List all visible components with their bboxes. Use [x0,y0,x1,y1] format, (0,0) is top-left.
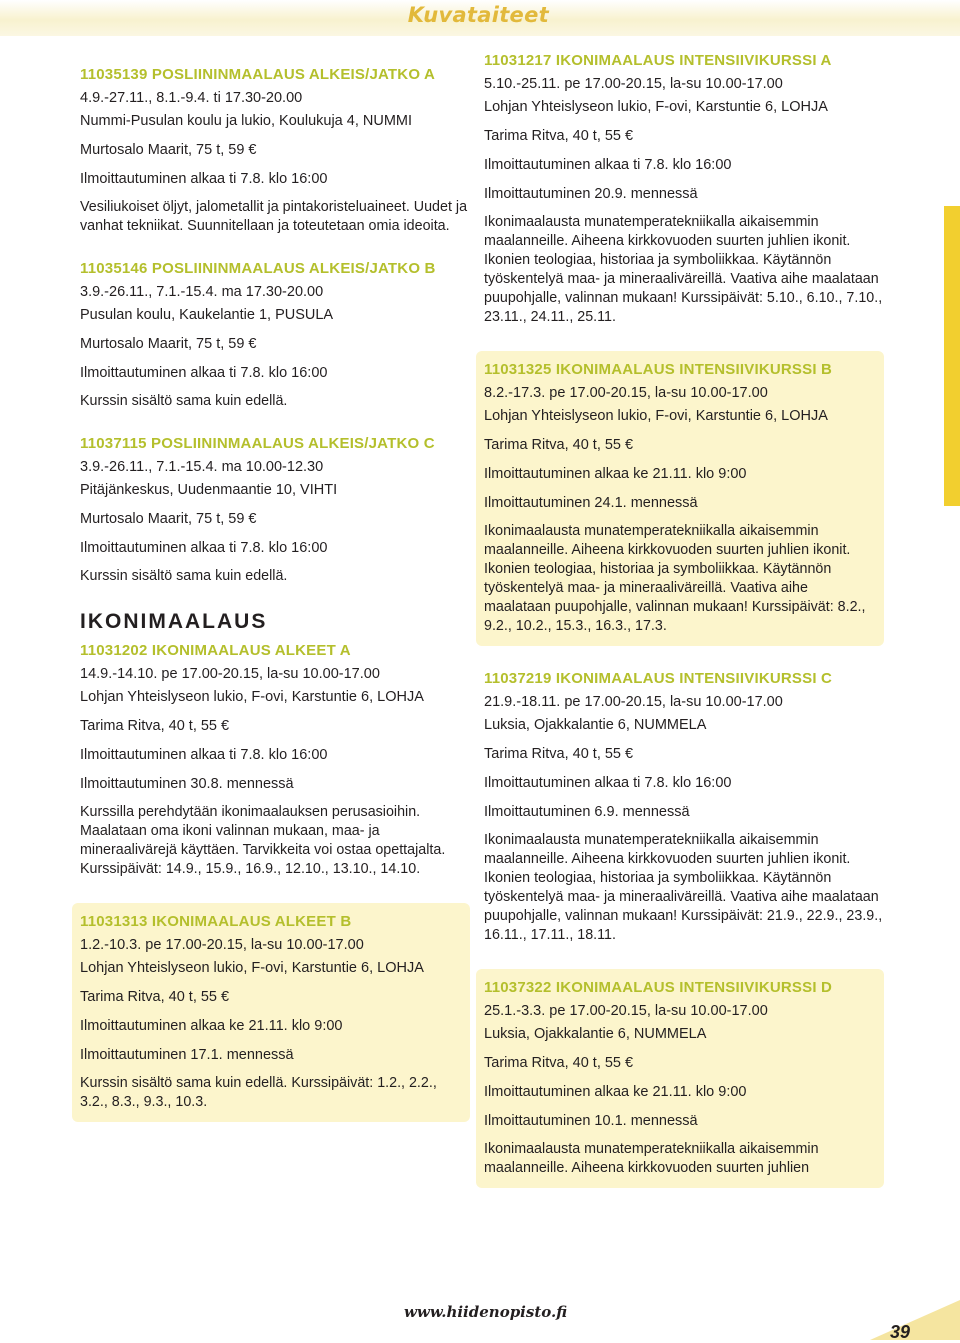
course-detail-line: Ilmoittautuminen alkaa ti 7.8. klo 16:00 [80,747,328,763]
course-block [484,670,884,945]
course-block [476,969,884,1188]
right-course-list [484,52,884,1188]
header-bar [0,0,960,36]
section-heading: IKONIMAALAUS [80,610,268,633]
course-detail-line: 8.2.-17.3. pe 17.00-20.15, la-su 10.00-17.00 [484,385,768,401]
course-detail-line: Murtosalo Maarit, 75 t, 59 € [80,336,257,352]
course-block [80,642,470,879]
course-detail-line: Ilmoittautuminen alkaa ke 21.11. klo 9:00 [80,1018,343,1034]
course-detail-line: Luksia, Ojakkalantie 6, NUMMELA [484,1026,707,1042]
page-number: 39 [890,1322,911,1342]
course-title: 11037115 POSLIININMAALAUS ALKEIS/JATKO C [80,435,435,452]
course-description: Ikonimaalausta munatemperatekniikalla aikaisemmin maalanneille. Aiheena kirkkovuoden suurten juhlien [484,1141,819,1176]
course-detail-line: Ilmoittautuminen alkaa ti 7.8. klo 16:00 [80,540,328,556]
course-detail-line: Ilmoittautuminen 17.1. mennessä [80,1047,294,1063]
course-detail-line: Ilmoittautuminen alkaa ti 7.8. klo 16:00 [484,157,732,173]
course-detail-line: Ilmoittautuminen 20.9. mennessä [484,186,698,202]
course-title: 11031313 IKONIMAALAUS ALKEET B [80,913,352,930]
course-title: 11037322 IKONIMAALAUS INTENSIIVIKURSSI D [484,979,833,996]
course-detail-line: Tarima Ritva, 40 t, 55 € [484,1055,634,1071]
section-label: Kuvataiteet [407,3,549,27]
course-detail-line: 25.1.-3.3. pe 17.00-20.15, la-su 10.00-17.00 [484,1003,768,1019]
course-detail-line: 21.9.-18.11. pe 17.00-20.15, la-su 10.00-17.00 [484,694,783,710]
course-detail-line: Nummi-Pusulan koulu ja lukio, Koulukuja 4, NUMMI [80,113,413,129]
course-detail-line: Ilmoittautuminen alkaa ke 21.11. klo 9:00 [484,1084,747,1100]
course-detail-line: Pitäjänkeskus, Uudenmaantie 10, VIHTI [80,482,338,498]
course-detail-line: Lohjan Yhteislyseon lukio, F-ovi, Karstuntie 6, LOHJA [80,960,424,976]
course-detail-line: 3.9.-26.11., 7.1.-15.4. ma 10.00-12.30 [80,459,324,475]
course-detail-line: Ilmoittautuminen alkaa ke 21.11. klo 9:00 [484,466,747,482]
course-title: 11031325 IKONIMAALAUS INTENSIIVIKURSSI B [484,361,833,378]
left-course-list [80,66,470,586]
left-column [80,66,470,1146]
course-description: Ikonimaalausta munatemperatekniikalla aikaisemmin maalanneille. Aiheena kirkkovuoden suurten juhlien ikonit. Ikonien teologiaa, historiaa ja symboliikkaa. Käytännön työskentelyä maa- ja mineraaliväreillä. Vaativa aihe maalataan puupohjalle, valinnan mukaan! Kurssipäivät: 8.2., 9.2., 10.2., 15.3., 16.3., 17.3. [484,523,866,634]
course-title: 11031202 IKONIMAALAUS ALKEET A [80,642,351,659]
course-block [80,435,470,586]
course-description: Kurssilla perehdytään ikonimaalauksen perusasioihin. Maalataan oma ikoni valinnan mukaan, maa- ja mineraalivärejä käyttäen. Tarvikkeita voi ostaa opettajalta. Kurssipäivät: 14.9., 15.9., 16.9., 12.10., 13.10., 14.10. [80,804,446,877]
course-detail-line: Luksia, Ojakkalantie 6, NUMMELA [484,717,707,733]
course-block [476,351,884,646]
accent-bar [944,206,960,506]
course-detail-line: Murtosalo Maarit, 75 t, 59 € [80,142,257,158]
footer-url[interactable]: www.hiidenopisto.fi [404,1303,568,1321]
course-description: Kurssin sisältö sama kuin edellä. Kurssipäivät: 1.2., 2.2., 3.2., 8.3., 9.3., 10.3. [80,1075,437,1110]
course-title: 11031217 IKONIMAALAUS INTENSIIVIKURSSI A [484,52,832,69]
corner-decoration [870,1300,960,1340]
course-detail-line: Ilmoittautuminen 10.1. mennessä [484,1113,698,1129]
course-detail-line: 1.2.-10.3. pe 17.00-20.15, la-su 10.00-17.00 [80,937,364,953]
course-detail-line: 3.9.-26.11., 7.1.-15.4. ma 17.30-20.00 [80,284,324,300]
course-description: Kurssin sisältö sama kuin edellä. [80,568,288,584]
course-description: Ikonimaalausta munatemperatekniikalla aikaisemmin maalanneille. Aiheena kirkkovuoden suurten juhlien ikonit. Ikonien teologiaa, historiaa ja symboliikkaa. Käytännön työskentelyä maa- ja mineraaliväreillä. Vaativa aihe maalataan puupohjalle, valinnan mukaan! Kurssipäivät: 21.9., 22.9., 23.9., 16.11., 17.11., 18.11. [484,832,883,943]
course-detail-line: Ilmoittautuminen alkaa ti 7.8. klo 16:00 [484,775,732,791]
course-detail-line: 5.10.-25.11. pe 17.00-20.15, la-su 10.00-17.00 [484,76,783,92]
course-title: 11035139 POSLIININMAALAUS ALKEIS/JATKO A [80,66,436,83]
course-block [72,903,470,1122]
course-block [80,66,470,236]
course-block [484,52,884,327]
course-detail-line: Pusulan koulu, Kaukelantie 1, PUSULA [80,307,334,323]
course-detail-line: Ilmoittautuminen 30.8. mennessä [80,776,294,792]
course-detail-line: Ilmoittautuminen 6.9. mennessä [484,804,690,820]
course-detail-line: Tarima Ritva, 40 t, 55 € [484,437,634,453]
course-block [80,260,470,411]
course-detail-line: 14.9.-14.10. pe 17.00-20.15, la-su 10.00-17.00 [80,666,380,682]
left-course-list-2 [80,642,470,1122]
course-detail-line: Ilmoittautuminen alkaa ti 7.8. klo 16:00 [80,365,328,381]
course-title: 11037219 IKONIMAALAUS INTENSIIVIKURSSI C [484,670,833,687]
course-detail-line: Ilmoittautuminen 24.1. mennessä [484,495,698,511]
course-detail-line: 4.9.-27.11., 8.1.-9.4. ti 17.30-20.00 [80,90,303,106]
course-detail-line: Murtosalo Maarit, 75 t, 59 € [80,511,257,527]
course-detail-line: Lohjan Yhteislyseon lukio, F-ovi, Karstuntie 6, LOHJA [484,99,828,115]
course-description: Vesiliukoiset öljyt, jalometallit ja pintakoristeluaineet. Uudet ja vanhat tekniikat. Suunnitellaan ja toteutetaan omia ideoita. [80,199,468,234]
course-description: Ikonimaalausta munatemperatekniikalla aikaisemmin maalanneille. Aiheena kirkkovuoden suurten juhlien ikonit. Ikonien teologiaa, historiaa ja symboliikkaa. Käytännön työskentelyä maa- ja mineraaliväreillä. Vaativa aihe maalataan puupohjalle, valinnan mukaan! Kurssipäivät: 5.10., 6.10., 7.10., 23.11., 24.11., 25.11. [484,214,883,325]
course-detail-line: Lohjan Yhteislyseon lukio, F-ovi, Karstuntie 6, LOHJA [80,689,424,705]
course-title: 11035146 POSLIININMAALAUS ALKEIS/JATKO B [80,260,436,277]
course-detail-line: Tarima Ritva, 40 t, 55 € [484,746,634,762]
course-detail-line: Tarima Ritva, 40 t, 55 € [80,989,230,1005]
course-description: Kurssin sisältö sama kuin edellä. [80,393,288,409]
course-detail-line: Lohjan Yhteislyseon lukio, F-ovi, Karstuntie 6, LOHJA [484,408,828,424]
course-detail-line: Ilmoittautuminen alkaa ti 7.8. klo 16:00 [80,171,328,187]
right-column [484,52,884,1212]
course-detail-line: Tarima Ritva, 40 t, 55 € [484,128,634,144]
course-detail-line: Tarima Ritva, 40 t, 55 € [80,718,230,734]
